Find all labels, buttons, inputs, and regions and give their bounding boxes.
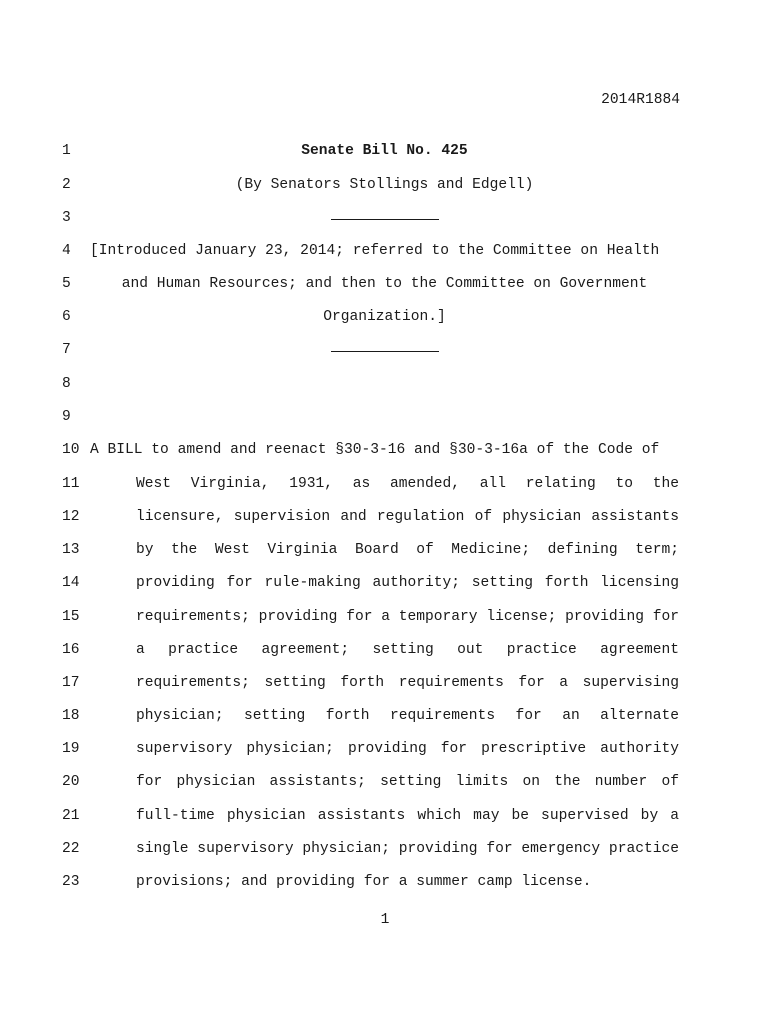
line-number: 6 bbox=[62, 309, 71, 325]
line-number: 17 bbox=[62, 675, 80, 691]
line-number: 1 bbox=[62, 143, 71, 159]
introduced-text: [Introduced January 23, 2014; referred to the Committee on Health bbox=[90, 243, 660, 259]
line-23 bbox=[0, 871, 770, 893]
separator-rule bbox=[90, 207, 679, 229]
introduced-text: Organization.] bbox=[323, 309, 446, 325]
line-15 bbox=[0, 606, 770, 628]
line-17 bbox=[0, 672, 770, 694]
line-number: 23 bbox=[62, 874, 80, 890]
line-6 bbox=[0, 306, 770, 328]
line-20 bbox=[0, 771, 770, 793]
bill-text: providing for rule-making authority; setting forth licensing bbox=[136, 575, 679, 591]
bill-text: provisions; and providing for a summer camp license. bbox=[136, 874, 592, 890]
line-number: 3 bbox=[62, 210, 71, 226]
sponsors: (By Senators Stollings and Edgell) bbox=[235, 177, 534, 193]
line-11 bbox=[0, 473, 770, 495]
line-7 bbox=[0, 339, 770, 361]
line-21 bbox=[0, 805, 770, 827]
separator-rule bbox=[90, 339, 679, 361]
line-number: 18 bbox=[62, 708, 80, 724]
line-18 bbox=[0, 705, 770, 727]
bill-text: full-time physician assistants which may be supervised by a bbox=[136, 808, 679, 824]
line-1 bbox=[0, 140, 770, 162]
bill-text: A BILL to amend and reenact §30-3-16 and §30-3-16a of the Code of bbox=[90, 442, 660, 458]
bill-text: for physician assistants; setting limits on the number of bbox=[136, 774, 679, 790]
line-22 bbox=[0, 838, 770, 860]
line-3 bbox=[0, 207, 770, 229]
line-number: 2 bbox=[62, 177, 71, 193]
line-10 bbox=[0, 439, 770, 461]
line-2 bbox=[0, 174, 770, 196]
line-number: 9 bbox=[62, 409, 71, 425]
line-4 bbox=[0, 240, 770, 262]
line-number: 12 bbox=[62, 509, 80, 525]
line-number: 20 bbox=[62, 774, 80, 790]
bill-text: by the West Virginia Board of Medicine; defining term; bbox=[136, 542, 679, 558]
line-5 bbox=[0, 273, 770, 295]
bill-title: Senate Bill No. 425 bbox=[301, 143, 468, 159]
line-16 bbox=[0, 639, 770, 661]
line-13 bbox=[0, 539, 770, 561]
line-number: 15 bbox=[62, 609, 80, 625]
line-number: 10 bbox=[62, 442, 80, 458]
bill-text: licensure, supervision and regulation of physician assistants bbox=[136, 509, 679, 525]
bill-text: requirements; setting forth requirements for a supervising bbox=[136, 675, 679, 691]
bill-text: supervisory physician; providing for prescriptive authority bbox=[136, 741, 679, 757]
line-number: 16 bbox=[62, 642, 80, 658]
line-12 bbox=[0, 506, 770, 528]
line-19 bbox=[0, 738, 770, 760]
page-number: 1 bbox=[380, 912, 390, 928]
line-number: 7 bbox=[62, 342, 71, 358]
bill-text: single supervisory physician; providing for emergency practice bbox=[136, 841, 679, 857]
line-number: 8 bbox=[62, 376, 71, 392]
line-9 bbox=[0, 406, 770, 428]
line-8 bbox=[0, 373, 770, 395]
introduced-text: and Human Resources; and then to the Committee on Government bbox=[121, 276, 648, 292]
bill-text: a practice agreement; setting out practice agreement bbox=[136, 642, 679, 658]
line-number: 19 bbox=[62, 741, 80, 757]
bill-text: requirements; providing for a temporary license; providing for bbox=[136, 609, 679, 625]
line-number: 4 bbox=[62, 243, 71, 259]
line-number: 11 bbox=[62, 476, 80, 492]
bill-text: physician; setting forth requirements for an alternate bbox=[136, 708, 679, 724]
line-number: 13 bbox=[62, 542, 80, 558]
line-number: 22 bbox=[62, 841, 80, 857]
bill-text: West Virginia, 1931, as amended, all relating to the bbox=[136, 476, 679, 492]
line-number: 5 bbox=[62, 276, 71, 292]
line-number: 14 bbox=[62, 575, 80, 591]
line-14 bbox=[0, 572, 770, 594]
line-number: 21 bbox=[62, 808, 80, 824]
document-id: 2014R1884 bbox=[601, 92, 680, 108]
